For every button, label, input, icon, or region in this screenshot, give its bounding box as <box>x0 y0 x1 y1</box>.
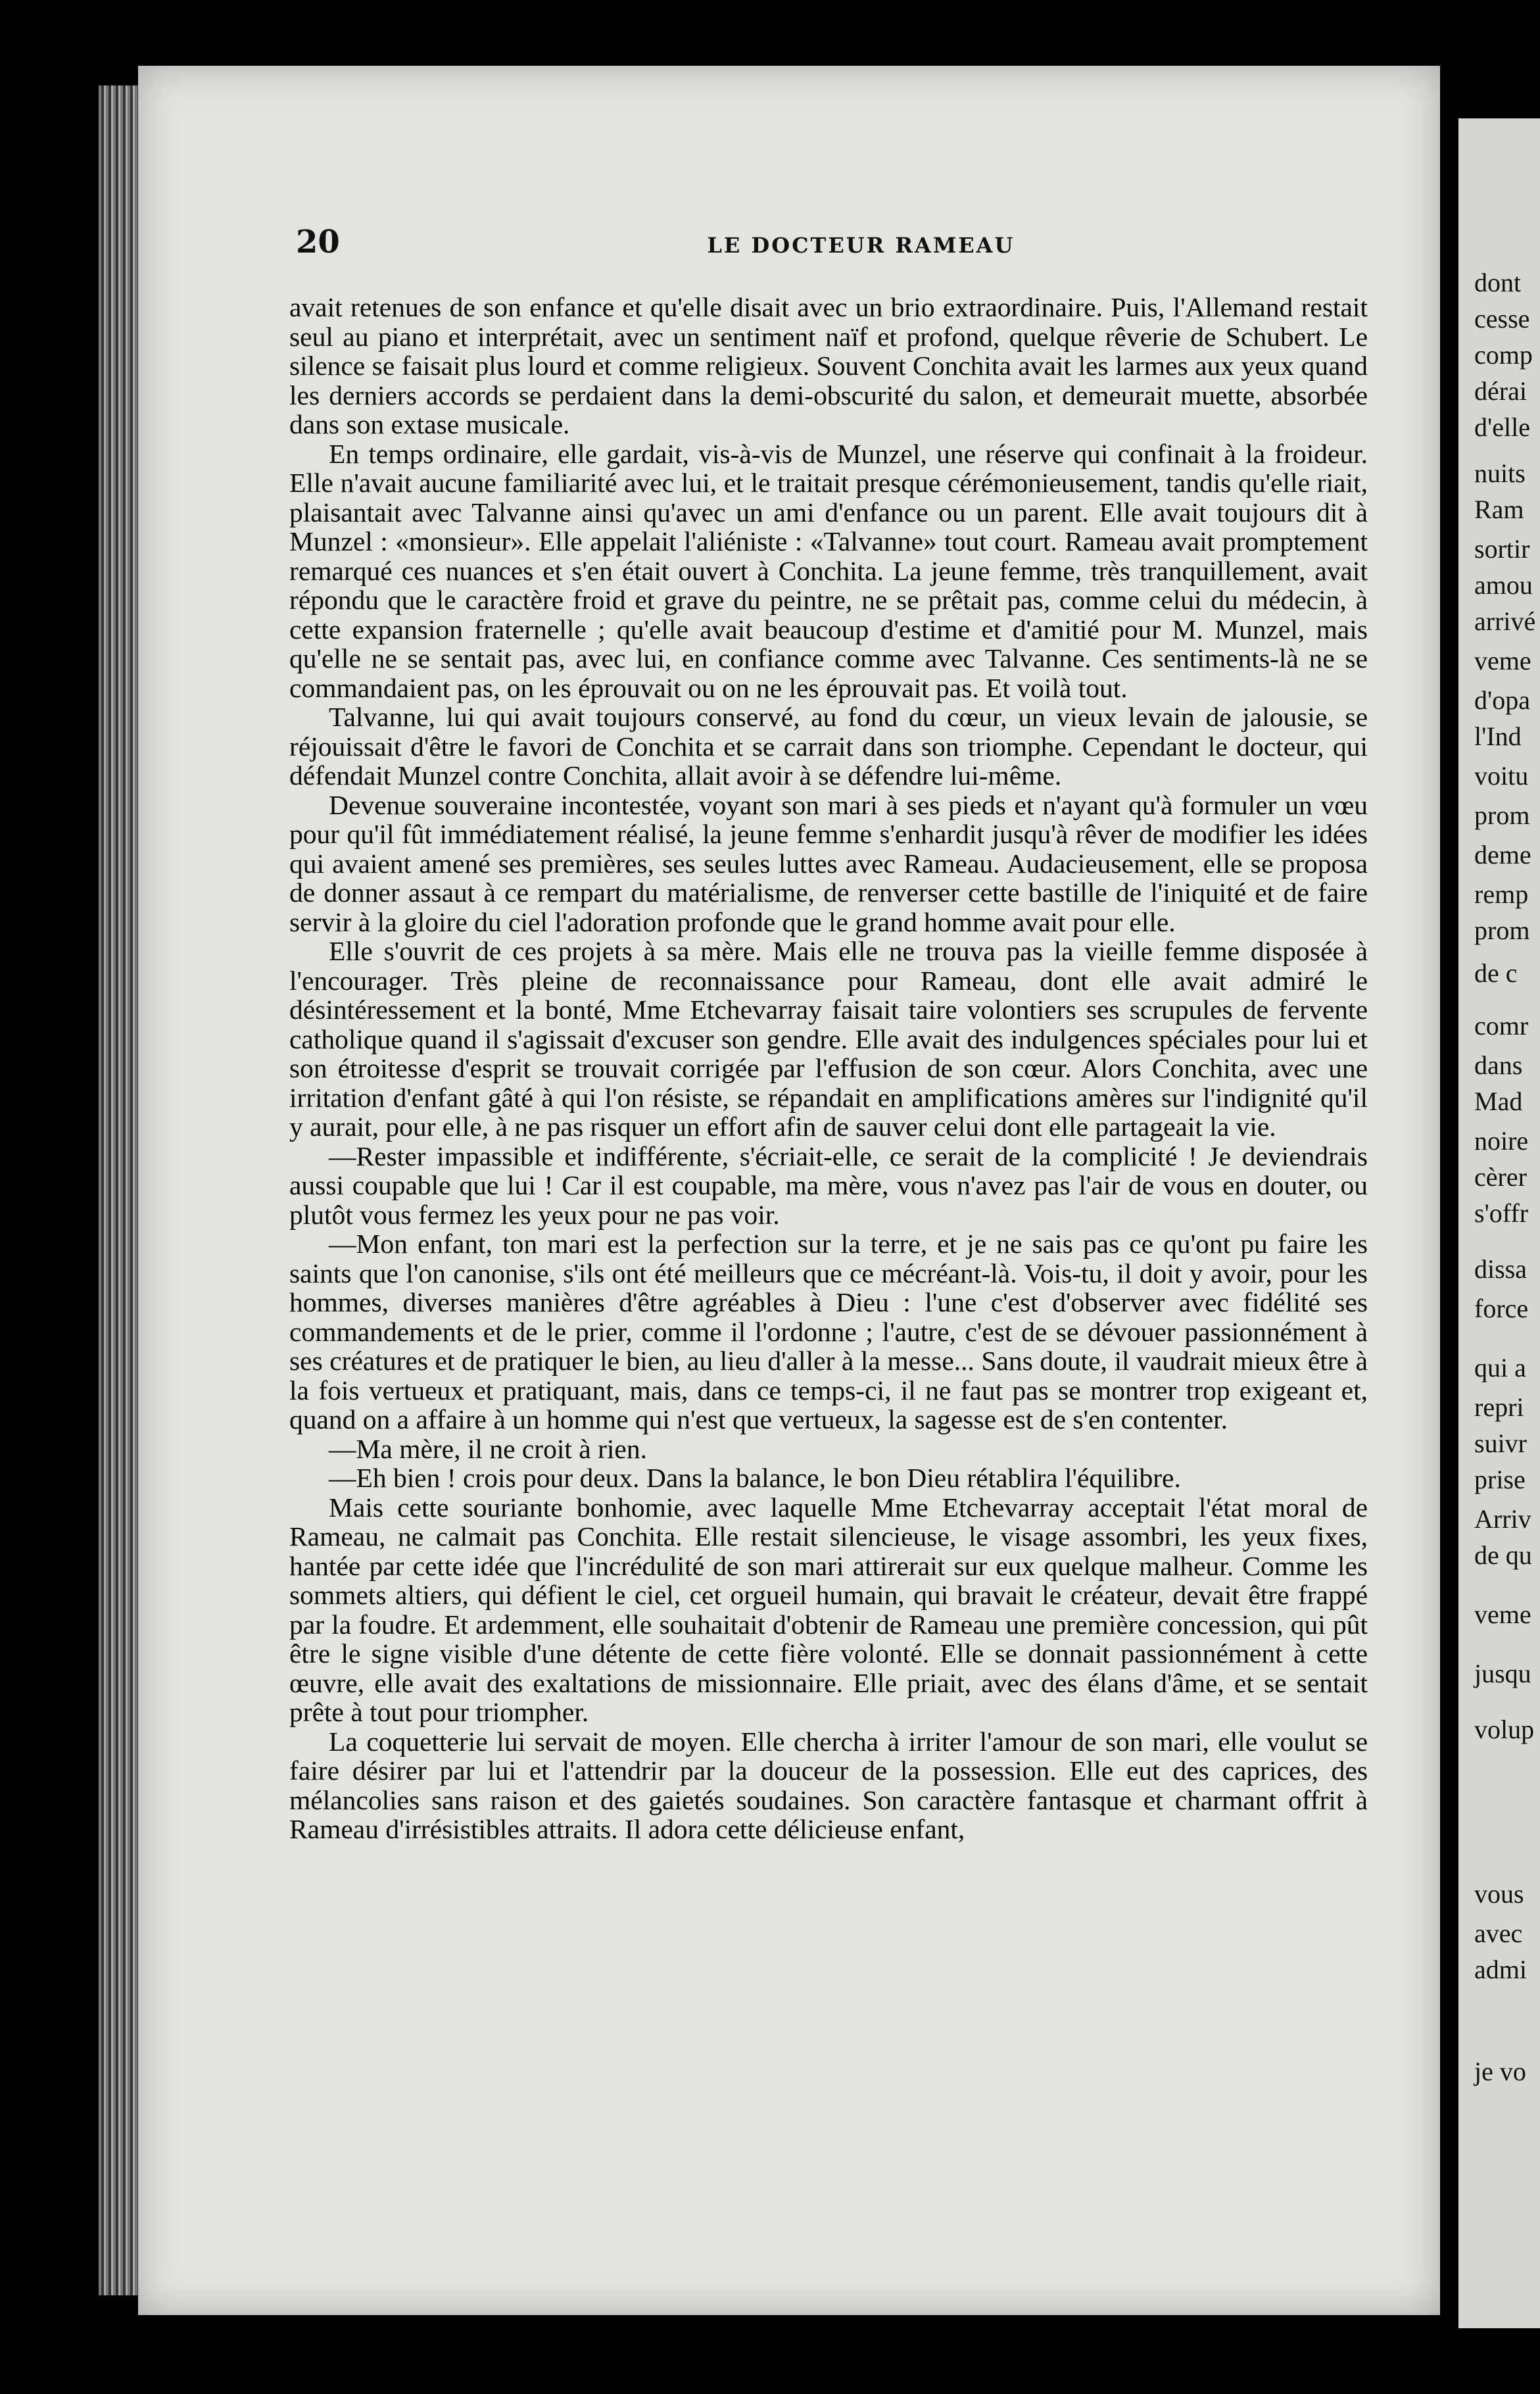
facing-page-fragment: dont <box>1474 268 1522 297</box>
facing-page-fragment: de c <box>1474 958 1518 988</box>
facing-page-fragment: vous <box>1474 1879 1524 1909</box>
facing-page-fragment: arrivé <box>1474 606 1536 636</box>
page-header <box>296 224 1330 260</box>
paragraph: En temps ordinaire, elle gardait, vis-à-vis de Munzel, une réserve qui confinait à la froideur. Elle n'avait aucune familiarité avec lui, et le traitait presque cérémonieusement, tandis qu'elle riait, plaisantait avec Talvanne ainsi qu'avec un ami d'enfance ou un parent. Elle avait toujours dit à Munzel : «monsieur». Elle appelait l'aliéniste : «Talvanne» tout court. Rameau avait promptement remarqué ces nuances et s'en était ouvert à Conchita. La jeune femme, très tranquillement, avait répondu que le caractère froid et grave du peintre, ne se prêtait pas, comme celui du médecin, à cette expansion fraternelle ; qu'elle avait beaucoup d'estime et d'amitié pour M. Munzel, mais qu'elle ne se sentait pas, avec lui, en confiance comme avec Talvanne. Ces sentiments-là ne se commandaient pas, on les éprouvait ou on ne les éprouvait pas. Et voilà tout. <box>289 438 1368 703</box>
facing-page-fragment: nuits <box>1474 458 1526 488</box>
facing-page-fragment: remp <box>1474 879 1529 909</box>
facing-page-fragment: veme <box>1474 1600 1531 1629</box>
facing-page-fragment: Ram <box>1474 495 1524 524</box>
facing-page-fragment: suivr <box>1474 1429 1527 1458</box>
facing-page-fragment: cesse <box>1474 304 1530 333</box>
facing-page-fragment: comr <box>1474 1011 1529 1040</box>
facing-page-fragment: prise <box>1474 1465 1526 1494</box>
facing-page-fragment: amou <box>1474 570 1533 600</box>
paragraph: —Mon enfant, ton mari est la perfection sur la terre, et je ne sais pas ce qu'ont pu faire les saints que l'on canonise, s'ils ont été meilleurs que ce mécréant-là. Vois-tu, il doit y avoir, pour les hommes, diverses manières d'être agréables à Dieu : l'une c'est d'observer avec fidélité ses commandements et de le prier, comme il l'ordonne ; l'autre, c'est de se dévouer passionnément à ses créatures et de pratiquer le bien, au lieu d'aller à la messe... Sans doute, il vaudrait mieux être à la fois vertueux et pratiquant, mais, dans ce temps-ci, il ne faut pas se montrer trop exigeant et, quand on a affaire à un homme qui n'est que vertueux, la sagesse est de s'en contenter. <box>289 1229 1368 1434</box>
paragraph: Mais cette souriante bonhomie, avec laquelle Mme Etchevarray acceptait l'état moral de Rameau, ne calmait pas Conchita. Elle restait silencieuse, le visage assombri, les yeux fixes, hantée par cette idée que l'incrédulité de son mari attirerait sur eux quelque malheur. Comme les sommets altiers, qui défient le ciel, cet orgueil humain, qui bravait le créateur, devait être frappé par la foudre. Et ardemment, elle souhaitait d'obtenir de Rameau une première concession, qui pût être le signe visible d'une détente de cette fière volonté. Elle se donnait passionnément à cette œuvre, elle avait des exaltations de missionnaire. Elle priait, avec des élans d'âme, et se sentait prête à tout pour triompher. <box>289 1492 1368 1727</box>
facing-page-fragment: repri <box>1474 1392 1524 1422</box>
facing-page-fragment: volup <box>1474 1715 1535 1744</box>
facing-page-fragment: deme <box>1474 840 1531 869</box>
body-text <box>289 293 1368 1844</box>
facing-page-fragment: l'Ind <box>1474 721 1522 751</box>
paragraph: avait retenues de son enfance et qu'elle disait avec un brio extraordinaire. Puis, l'Allemand restait seul au piano et interprétait, avec un sentiment naïf et profond, quelque rêverie de Schubert. Le silence se faisait plus lourd et comme religieux. Souvent Conchita avait les larmes aux yeux quand les derniers accords se perdaient dans la demi-obscurité du salon, et demeurait muette, absorbée dans son extase musicale. <box>289 292 1368 439</box>
paragraph: Elle s'ouvrit de ces projets à sa mère. Mais elle ne trouva pas la vieille femme disposée à l'encourager. Très pleine de reconnaissance pour Rameau, dont elle avait admiré le désintéressement et la bonté, Mme Etchevarray faisait taire volontiers ses scrupules de fervente catholique quand il s'agissait d'excuser son gendre. Elle avait des indulgences spéciales pour lui et son étroitesse d'esprit se trouvait corrigée par l'effusion de son cœur. Alors Conchita, avec une irritation d'enfant gâté à qui l'on résiste, se répandait en amplifications amères sur l'indignité qu'il y aurait, pour elle, à ne pas risquer un effort afin de sauver celui dont elle partageait la vie. <box>289 936 1368 1142</box>
facing-page-fragment: d'elle <box>1474 412 1530 442</box>
facing-page-fragment: Mad <box>1474 1087 1523 1116</box>
facing-page-fragment: cèrer <box>1474 1162 1527 1192</box>
facing-page-fragment: voitu <box>1474 761 1529 791</box>
facing-page-fragment: prom <box>1474 800 1530 830</box>
running-title: LE DOCTEUR RAMEAU <box>707 233 1015 258</box>
paragraph: Talvanne, lui qui avait toujours conservé, au fond du cœur, un vieux levain de jalousie, se réjouissait d'être le favori de Conchita et se carrait dans son triomphe. Cependant le docteur, qui défendait Munzel contre Conchita, allait avoir à se défendre lui-même. <box>289 702 1368 791</box>
paragraph: —Eh bien ! crois pour deux. Dans la balance, le bon Dieu rétablira l'équilibre. <box>329 1463 1181 1493</box>
facing-page-fragment: dissa <box>1474 1254 1527 1284</box>
facing-page-fragment: admi <box>1474 1955 1527 1984</box>
paragraph: —Rester impassible et indifférente, s'écriait-elle, ce serait de la complicité ! Je deviendrais aussi coupable que lui ! Car il est coupable, ma mère, vous n'avez pas l'air de vous en douter, ou plutôt vous fermez les yeux pour ne pas voir. <box>289 1140 1368 1230</box>
facing-page-fragment: s'offr <box>1474 1198 1529 1228</box>
facing-page-fragment: force <box>1474 1294 1529 1323</box>
facing-page-fragment: dans <box>1474 1050 1523 1080</box>
facing-page-fragment: prom <box>1474 916 1530 945</box>
facing-page-fragment: Arriv <box>1474 1504 1531 1534</box>
facing-page-fragment: noire <box>1474 1126 1529 1156</box>
page-number: 20 <box>296 224 340 260</box>
facing-page-fragment: d'opa <box>1474 685 1530 715</box>
facing-page-fragment: jusqu <box>1474 1659 1531 1688</box>
facing-page-fragment: sortir <box>1474 534 1530 564</box>
facing-page-fragment: qui a <box>1474 1353 1526 1382</box>
paragraph: La coquetterie lui servait de moyen. Elle chercha à irriter l'amour de son mari, elle voulut se faire désirer par lui et l'attendrir par la douceur de la possession. Elle eut des caprices, des mélancolies sans raison et des gaietés soudaines. Son caractère fantasque et charmant offrit à Rameau d'irrésistibles attraits. Il adora cette délicieuse enfant, <box>289 1726 1368 1844</box>
paragraph: —Ma mère, il ne croit à rien. <box>329 1433 647 1464</box>
paragraph: Devenue souveraine incontestée, voyant son mari à ses pieds et n'ayant qu'à formuler un vœu pour qu'il fût immédiatement réalisé, la jeune femme s'enhardit jusqu'à rêver de modifier les idées qui avaient amené ses premières, ses seules luttes avec Rameau. Audacieusement, elle se proposa de donner assaut à ce rempart du matérialisme, de renverser cette bastille de l'iniquité et de faire servir à la gloire du ciel l'adoration profonde que le grand homme avait pour elle. <box>289 789 1368 937</box>
facing-page-fragment: dérai <box>1474 376 1527 406</box>
facing-page <box>1458 118 1540 2328</box>
facing-page-fragment: de qu <box>1474 1540 1532 1570</box>
facing-page-fragment: comp <box>1474 340 1533 370</box>
facing-page-fragment: veme <box>1474 646 1531 675</box>
facing-page-fragment: avec <box>1474 1918 1523 1948</box>
facing-page-fragment: je vo <box>1474 2057 1526 2086</box>
